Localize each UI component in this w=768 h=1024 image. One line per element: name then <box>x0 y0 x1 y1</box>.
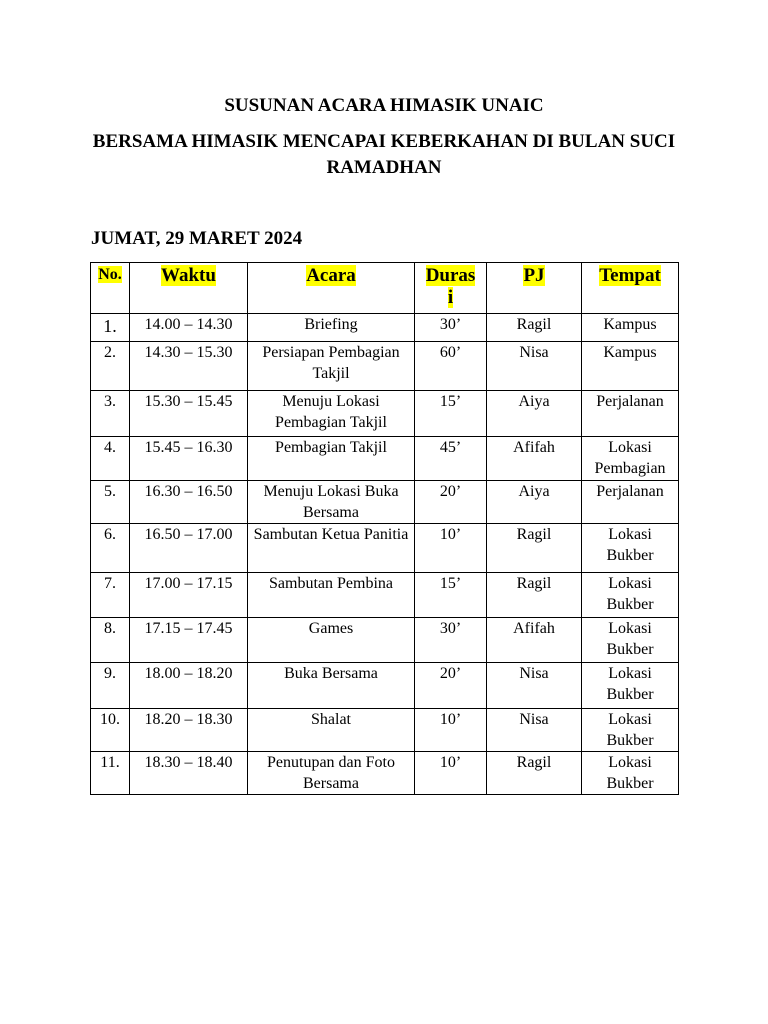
header-pj <box>487 263 582 314</box>
cell-acara: Menuju Lokasi Buka Bersama <box>248 481 415 524</box>
table-header-row <box>91 263 679 314</box>
cell-tempat: Lokasi Pembagian <box>582 437 679 481</box>
cell-pj: Ragil <box>487 314 582 342</box>
header-acara-label: Acara <box>306 265 356 286</box>
cell-no: 11. <box>91 752 130 795</box>
cell-pj: Aiya <box>487 391 582 437</box>
cell-pj: Afifah <box>487 618 582 663</box>
cell-no: 1. <box>91 314 130 342</box>
event-date: JUMAT, 29 MARET 2024 <box>91 228 303 249</box>
cell-durasi: 45’ <box>415 437 487 481</box>
cell-durasi: 10’ <box>415 752 487 795</box>
table-row <box>91 618 679 663</box>
cell-acara: Pembagian Takjil <box>248 437 415 481</box>
cell-pj: Afifah <box>487 437 582 481</box>
cell-tempat: Kampus <box>582 342 679 391</box>
cell-durasi: 10’ <box>415 709 487 752</box>
cell-acara: Penutupan dan Foto Bersama <box>248 752 415 795</box>
header-tempat <box>582 263 679 314</box>
cell-tempat: Kampus <box>582 314 679 342</box>
cell-waktu: 18.00 – 18.20 <box>130 663 248 709</box>
cell-acara: Persiapan Pembagian Takjil <box>248 342 415 391</box>
cell-waktu: 14.30 – 15.30 <box>130 342 248 391</box>
table-row <box>91 573 679 618</box>
cell-durasi: 30’ <box>415 618 487 663</box>
table-row <box>91 481 679 524</box>
header-no <box>91 263 130 314</box>
cell-tempat: Lokasi Bukber <box>582 573 679 618</box>
cell-no: 2. <box>91 342 130 391</box>
cell-durasi: 30’ <box>415 314 487 342</box>
cell-durasi: 10’ <box>415 524 487 573</box>
cell-pj: Aiya <box>487 481 582 524</box>
cell-tempat: Lokasi Bukber <box>582 663 679 709</box>
cell-acara: Sambutan Pembina <box>248 573 415 618</box>
header-durasi <box>415 263 487 314</box>
header-durasi-label-line1: Duras <box>425 265 476 286</box>
cell-no: 4. <box>91 437 130 481</box>
table-row <box>91 391 679 437</box>
cell-no: 10. <box>91 709 130 752</box>
table-row <box>91 663 679 709</box>
cell-tempat: Lokasi Bukber <box>582 524 679 573</box>
cell-waktu: 18.30 – 18.40 <box>130 752 248 795</box>
header-waktu-label: Waktu <box>161 265 216 286</box>
cell-pj: Nisa <box>487 709 582 752</box>
cell-pj: Nisa <box>487 342 582 391</box>
table-row <box>91 437 679 481</box>
cell-no: 5. <box>91 481 130 524</box>
table-row <box>91 342 679 391</box>
header-tempat-label: Tempat <box>599 265 661 286</box>
cell-tempat: Perjalanan <box>582 481 679 524</box>
cell-acara: Games <box>248 618 415 663</box>
cell-tempat: Lokasi Bukber <box>582 709 679 752</box>
cell-durasi: 20’ <box>415 663 487 709</box>
cell-no: 3. <box>91 391 130 437</box>
cell-acara: Buka Bersama <box>248 663 415 709</box>
cell-pj: Ragil <box>487 524 582 573</box>
cell-acara: Sambutan Ketua Panitia <box>248 524 415 573</box>
cell-no: 6. <box>91 524 130 573</box>
table-row <box>91 524 679 573</box>
cell-durasi: 15’ <box>415 391 487 437</box>
cell-waktu: 18.20 – 18.30 <box>130 709 248 752</box>
cell-durasi: 15’ <box>415 573 487 618</box>
cell-no: 8. <box>91 618 130 663</box>
cell-waktu: 17.00 – 17.15 <box>130 573 248 618</box>
cell-durasi: 20’ <box>415 481 487 524</box>
header-waktu <box>130 263 248 314</box>
cell-waktu: 15.45 – 16.30 <box>130 437 248 481</box>
cell-no: 9. <box>91 663 130 709</box>
header-pj-label: PJ <box>523 265 545 286</box>
document-subtitle: BERSAMA HIMASIK MENCAPAI KEBERKAHAN DI BULAN SUCI RAMADHAN <box>92 131 676 178</box>
cell-durasi: 60’ <box>415 342 487 391</box>
table-row <box>91 709 679 752</box>
cell-pj: Ragil <box>487 573 582 618</box>
cell-no: 7. <box>91 573 130 618</box>
cell-waktu: 15.30 – 15.45 <box>130 391 248 437</box>
document-title: SUSUNAN ACARA HIMASIK UNAIC <box>224 95 544 116</box>
header-acara <box>248 263 415 314</box>
cell-tempat: Perjalanan <box>582 391 679 437</box>
cell-acara: Menuju Lokasi Pembagian Takjil <box>248 391 415 437</box>
header-no-label: No. <box>98 266 122 283</box>
cell-tempat: Lokasi Bukber <box>582 752 679 795</box>
table-row <box>91 752 679 795</box>
header-durasi-label-line2: i <box>447 287 454 308</box>
cell-pj: Ragil <box>487 752 582 795</box>
cell-acara: Briefing <box>248 314 415 342</box>
cell-waktu: 17.15 – 17.45 <box>130 618 248 663</box>
schedule-table <box>90 262 679 795</box>
table-row <box>91 314 679 342</box>
cell-waktu: 16.50 – 17.00 <box>130 524 248 573</box>
cell-waktu: 16.30 – 16.50 <box>130 481 248 524</box>
cell-acara: Shalat <box>248 709 415 752</box>
cell-pj: Nisa <box>487 663 582 709</box>
cell-tempat: Lokasi Bukber <box>582 618 679 663</box>
cell-waktu: 14.00 – 14.30 <box>130 314 248 342</box>
